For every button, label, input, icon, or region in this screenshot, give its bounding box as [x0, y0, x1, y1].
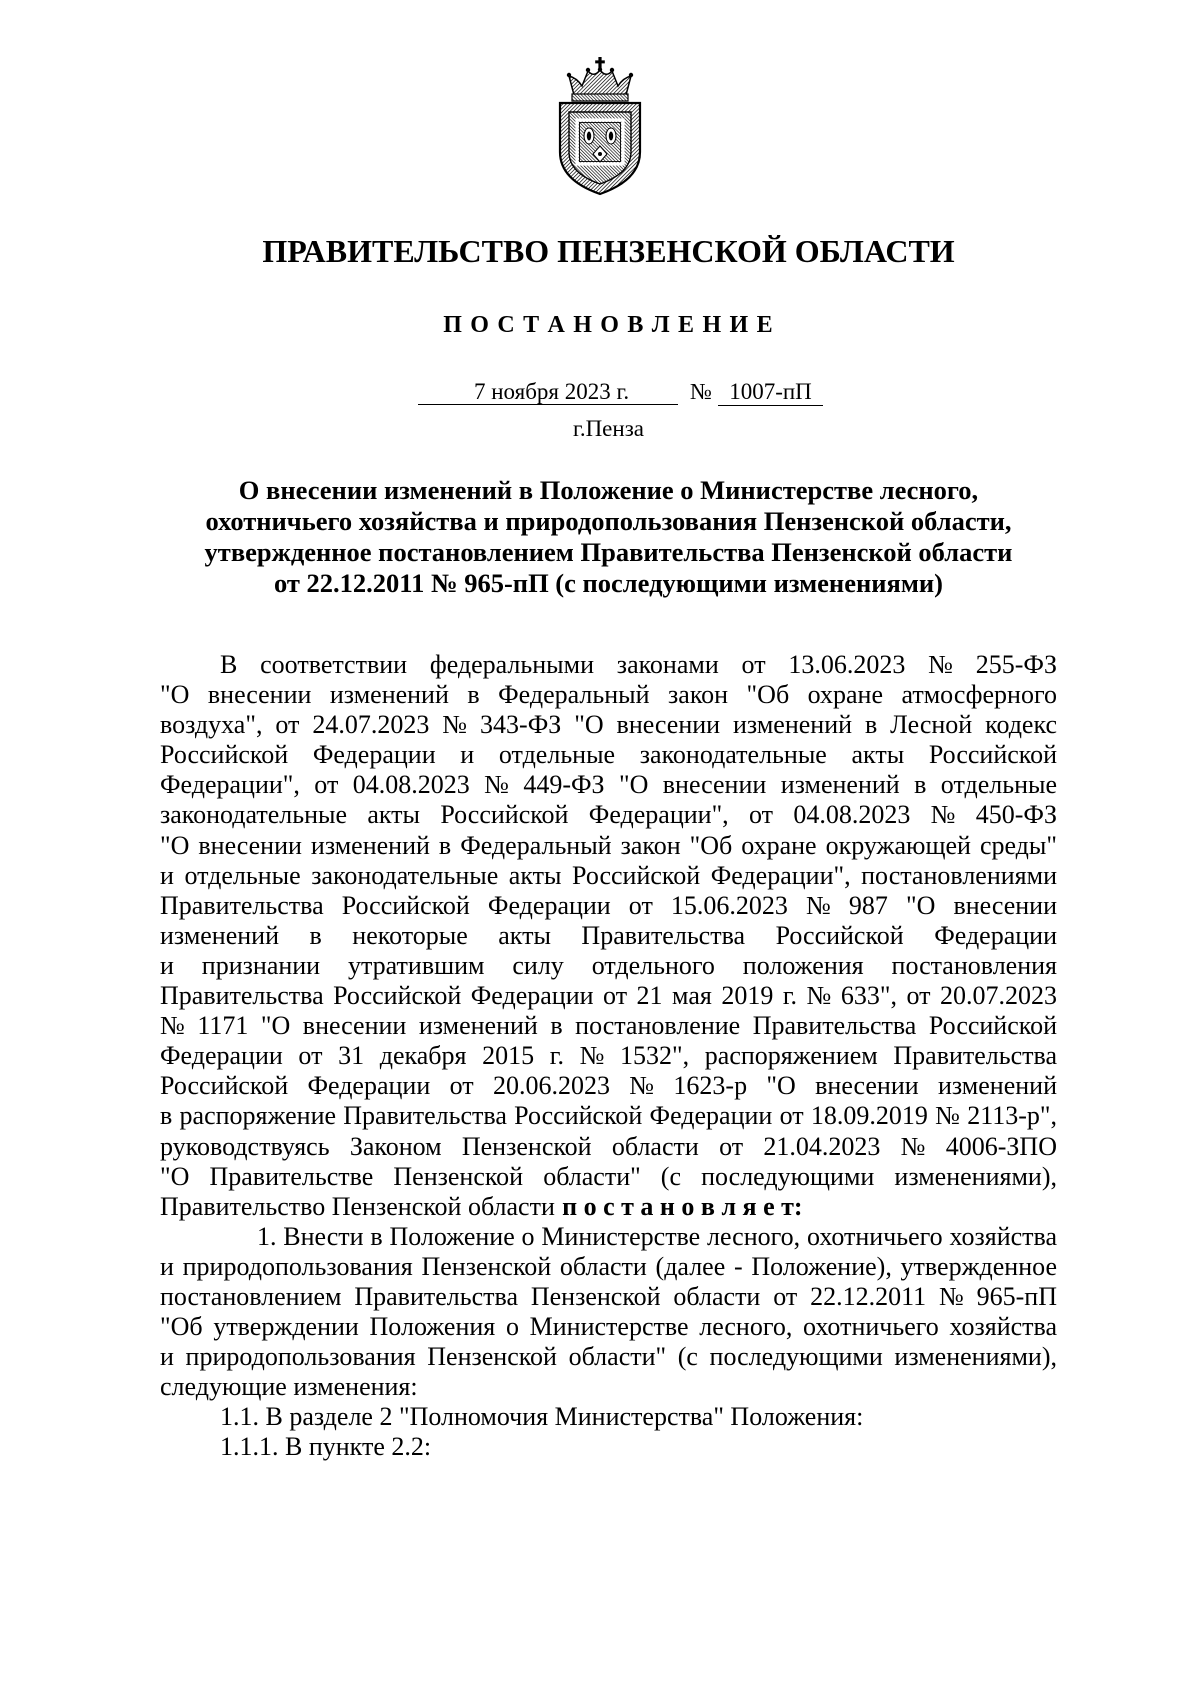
item-1-line: и природопользования Пензенской области (далее - Положение), утвержденное — [160, 1251, 1057, 1281]
item-1-line: и природопользования Пензенской области" (с последующими изменениями), — [160, 1342, 1057, 1372]
preamble-line: Федерации от 31 декабря 2015 г. № 1532", распоряжением Правительства — [160, 1041, 1057, 1071]
preamble-line: Российской Федерации от 20.06.2023 № 1623-р "О внесении изменений — [160, 1071, 1057, 1101]
preamble-line: Российской Федерации и отдельные законодательные акты Российской — [160, 740, 1057, 770]
preamble-line: в распоряжение Правительства Российской Федерации от 18.09.2019 № 2113-р", — [160, 1101, 1057, 1131]
resolution-body — [160, 650, 1057, 1463]
number-sign: № — [690, 379, 712, 404]
preamble-line: В соответствии федеральными законами от 13.06.2023 № 255-ФЗ — [220, 650, 1057, 679]
resolves-verb: п о с т а н о в л я е т: — [562, 1191, 803, 1221]
preamble-line: "О Правительстве Пензенской области" (с последующими изменениями), — [160, 1161, 1057, 1191]
preamble-line: и отдельные законодательные акты Российской Федерации", постановлениями — [160, 860, 1057, 890]
document-city: г.Пенза — [572, 416, 644, 441]
title-line: утвержденное постановлением Правительства Пензенской области — [204, 537, 1013, 567]
document-date: 7 ноября 2023 г. — [418, 379, 678, 405]
preamble-line: законодательные акты Российской Федерации", от 04.08.2023 № 450-ФЗ — [160, 800, 1057, 830]
document-type: П О С Т А Н О В Л Е Н И Е — [443, 312, 774, 338]
preamble-closing-subject: Правительство Пензенской области — [160, 1191, 555, 1221]
preamble-line: воздуха", от 24.07.2023 № 343-ФЗ "О внесении изменений в Лесной кодекс — [160, 710, 1057, 740]
preamble-line: № 1171 "О внесении изменений в постановление Правительства Российской — [160, 1011, 1057, 1041]
title-line: охотничьего хозяйства и природопользования Пензенской области, — [205, 506, 1012, 536]
document-title — [160, 475, 1057, 599]
title-line: от 22.12.2011 № 965-пП (с последующими изменениями) — [274, 568, 943, 598]
crown-icon — [567, 57, 633, 101]
preamble-line: изменений в некоторые акты Правительства Российской Федерации — [160, 920, 1057, 950]
preamble-line: и признании утратившим силу отдельного положения постановления — [160, 950, 1057, 980]
preamble-line: руководствуясь Законом Пензенской области от 21.04.2023 № 4006-ЗПО — [160, 1131, 1057, 1161]
title-line: О внесении изменений в Положение о Министерстве лесного, — [238, 475, 979, 505]
preamble-line: Правительства Российской Федерации от 15.06.2023 № 987 "О внесении — [160, 890, 1057, 920]
coat-of-arms-icon — [555, 56, 645, 196]
document-number: 1007-пП — [718, 379, 823, 406]
issuing-authority: ПРАВИТЕЛЬСТВО ПЕНЗЕНСКОЙ ОБЛАСТИ — [262, 233, 955, 269]
item-1-line: 1. Внести в Положение о Министерстве лесного, охотничьего хозяйства — [257, 1221, 1057, 1251]
item-1-line: постановлением Правительства Пензенской области от 22.12.2011 № 965-пП — [160, 1281, 1057, 1311]
preamble-line: "О внесении изменений в Федеральный закон "Об охране окружающей среды" — [160, 830, 1057, 860]
shield-icon — [560, 103, 640, 194]
preamble-line: Правительства Российской Федерации от 21 мая 2019 г. № 633", от 20.07.2023 — [160, 981, 1057, 1011]
preamble-closing-line — [160, 1192, 1057, 1222]
item-1-1: 1.1. В разделе 2 "Полномочия Министерства" Положения: — [220, 1402, 864, 1432]
preamble-line: "О внесении изменений в Федеральный закон "Об охране атмосферного — [160, 680, 1057, 710]
item-1-1-1: 1.1.1. В пункте 2.2: — [220, 1432, 432, 1462]
preamble-line: Федерации", от 04.08.2023 № 449-ФЗ "О внесении изменений в отдельные — [160, 770, 1057, 800]
item-1-line: "Об утверждении Положения о Министерстве лесного, охотничьего хозяйства — [160, 1312, 1057, 1342]
item-1-line: следующие изменения: — [160, 1372, 418, 1402]
